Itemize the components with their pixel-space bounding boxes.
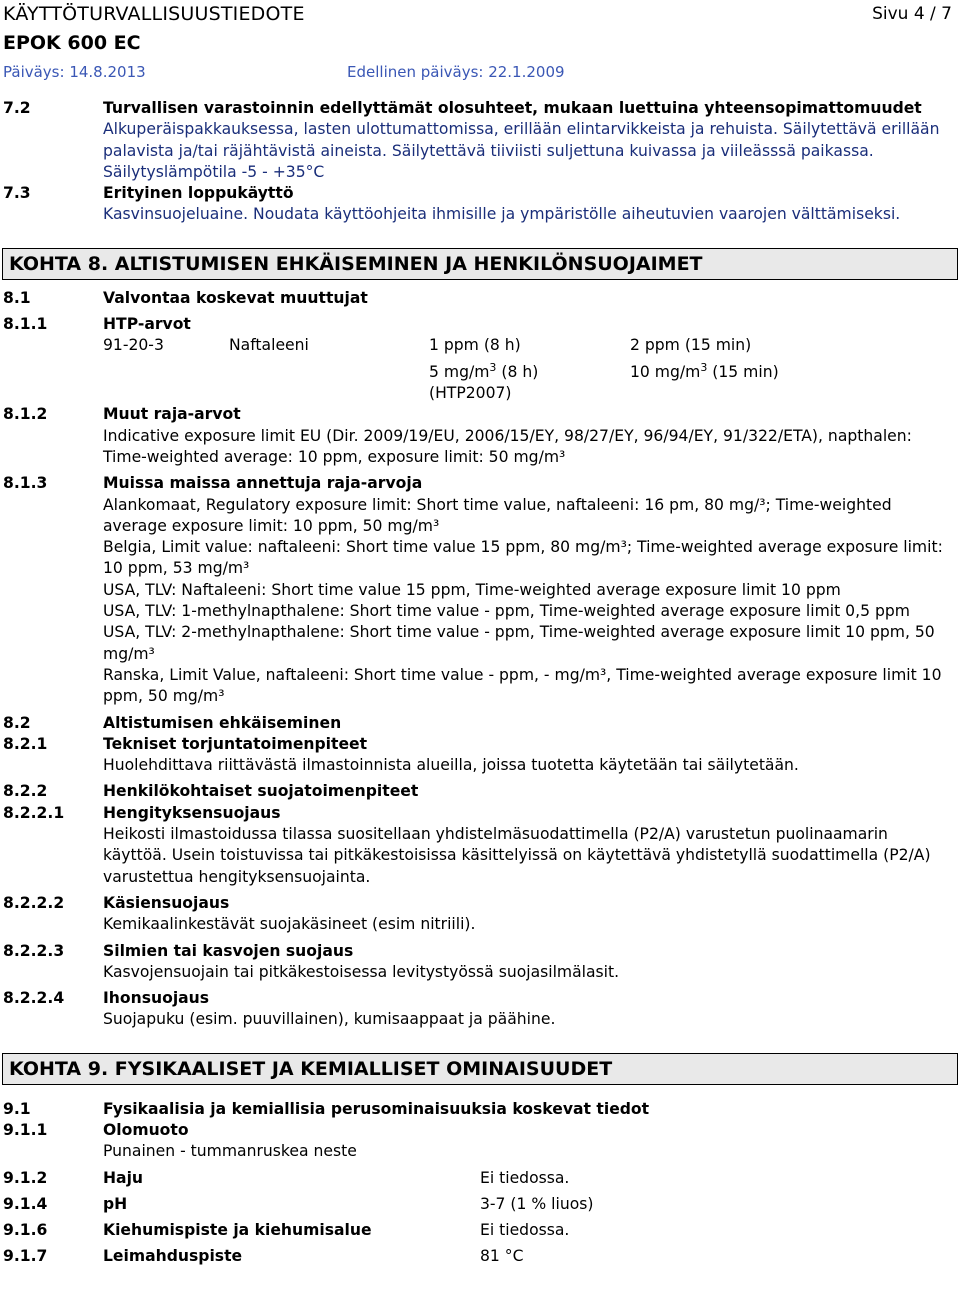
previous-date: Edellinen päiväys: 22.1.2009 <box>347 63 565 81</box>
property-value: 81 °C <box>480 1247 524 1266</box>
section-8-1-1 <box>0 314 960 403</box>
limit-line: USA, TLV: 2-methylnapthalene: Short time value - ppm, Time-weighted average exposure limit 10 ppm, 50 mg/m³ <box>103 623 935 663</box>
document-body <box>0 98 960 1268</box>
section-text: Kasvojensuojain tai pitkäkestoisessa levitystyössä suojasilmälasit. <box>103 962 620 981</box>
section-number: 9.1.6 <box>3 1221 48 1240</box>
section-text: Kasvinsuojeluaine. Noudata käyttöohjeita ihmisille ja ympäristölle aiheutuvien vaarojen välttämiseksi. <box>103 205 901 224</box>
section-number: 9.1.7 <box>3 1247 48 1266</box>
section-number: 8.1.2 <box>3 405 48 424</box>
htp-values-table <box>103 335 956 403</box>
section-8-2-2-2 <box>0 893 960 936</box>
section-heading: Muut raja-arvot <box>103 405 241 424</box>
section-8-banner: KOHTA 8. ALTISTUMISEN EHKÄISEMINEN JA HENKILÖNSUOJAIMET <box>2 248 958 280</box>
section-8-2-2-4 <box>0 988 960 1031</box>
section-8-2-1 <box>0 734 960 777</box>
limit-line: Ranska, Limit Value, naftaleeni: Short time value - ppm, - mg/m³, Time-weighted average exposure limit 10 ppm, 50 mg/m³ <box>103 665 942 706</box>
section-number: 9.1.1 <box>3 1120 48 1139</box>
limit-line: Alankomaat, Regulatory exposure limit: Short time value, naftaleeni: 16 pm, 80 mg/³; Time-weighted average exposure limit: 10 ppm, 50 mg/m³ <box>103 495 892 535</box>
section-number: 8.2.2.3 <box>3 941 65 960</box>
section-heading: Altistumisen ehkäiseminen <box>103 713 342 732</box>
htp-8h-ppm: 1 ppm (8 h) <box>429 336 521 355</box>
htp-15min-mg: 10 $mg/m^3$ (15 min) <box>630 360 779 381</box>
section-number: 8.1.3 <box>3 474 48 493</box>
section-heading: Turvallisen varastoinnin edellyttämät olosuhteet, mukaan luettuina yhteensopimattomuudet <box>103 99 922 117</box>
htp-15min-values <box>630 335 779 383</box>
limit-line: USA, TLV: 1-methylnapthalene: Short time value - ppm, Time-weighted average exposure limit 0,5 ppm <box>103 602 910 621</box>
substance-name: Naftaleeni <box>229 336 309 355</box>
section-heading: Valvontaa koskevat muuttujat <box>103 288 368 307</box>
section-heading: Ihonsuojaus <box>103 989 210 1008</box>
property-value: Ei tiedossa. <box>480 1168 570 1187</box>
htp-15min-ppm: 2 ppm (15 min) <box>630 336 752 355</box>
section-8-2-2-3 <box>0 941 960 984</box>
limit-line: Belgia, Limit value: naftaleeni: Short time value 15 ppm, 80 mg/m³; Time-weighted average exposure limit: 10 ppm, 53 mg/m³ <box>103 538 943 578</box>
section-9-banner: KOHTA 9. FYSIKAALISET JA KEMIALLISET OMINAISUUDET <box>2 1053 958 1085</box>
section-heading: Erityinen loppukäyttö <box>103 184 294 203</box>
section-8-1-3 <box>0 473 960 707</box>
cas-number: 91-20-3 <box>103 336 164 355</box>
section-number: 9.1 <box>3 1099 31 1118</box>
section-text: Heikosti ilmastoidussa tilassa suositellaan yhdistelmäsuodattimella (P2/A) varustetun puolinaamarin käyttöä. Usein toistuvissa tai pitkäkestoisissa käsittelyissä on käytettävä yhdistetyllä suodattimella (P2/A) varustettua hengityksensuojainta. <box>103 825 931 886</box>
section-number: 8.2.2.1 <box>3 803 65 822</box>
section-heading: Henkilökohtaiset suojatoimenpiteet <box>103 782 419 801</box>
section-9-1-1 <box>0 1120 960 1163</box>
section-heading: HTP-arvot <box>103 315 191 334</box>
section-number: 8.2 <box>3 713 31 732</box>
section-8-1-2 <box>0 404 960 468</box>
section-heading: Muissa maissa annettuja raja-arvoja <box>103 474 423 493</box>
htp-reference: (HTP2007) <box>429 384 512 403</box>
section-9-1-6 <box>0 1220 960 1241</box>
section-7-3 <box>0 183 960 226</box>
htp-8h-mg: 5 $mg/m^3$ (8 h) <box>429 360 539 381</box>
page-header <box>0 0 960 84</box>
htp-8h-values <box>429 335 538 404</box>
page-number: Sivu 4 / 7 <box>872 4 952 24</box>
section-number: 9.1.4 <box>3 1194 48 1213</box>
section-number: 8.2.2 <box>3 782 48 801</box>
section-heading: pH <box>103 1194 128 1213</box>
section-text: Punainen - tummanruskea neste <box>103 1142 357 1161</box>
section-text: Kemikaalinkestävät suojakäsineet (esim nitriili). <box>103 915 476 934</box>
section-number: 8.1.1 <box>3 315 48 334</box>
section-8-2-2 <box>0 781 960 802</box>
section-8-2 <box>0 713 960 734</box>
section-number: 7.3 <box>3 184 31 203</box>
section-heading: Tekniset torjuntatoimenpiteet <box>103 734 368 753</box>
section-text: Alkuperäispakkauksessa, lasten ulottumattomissa, erillään elintarvikkeista ja rehuista. Säilytettävä erillään palavista ja/tai räjähtävistä aineista. Säilytettävä tiiviisti suljettuna kuivassa ja viileässsä paikassa. Säilytyslämpötila -5 - +35°C <box>103 120 940 181</box>
product-name: EPOK 600 EC <box>3 32 141 54</box>
section-heading: Käsiensuojaus <box>103 893 230 912</box>
section-heading: Olomuoto <box>103 1120 189 1139</box>
section-heading: Haju <box>103 1168 144 1187</box>
section-heading: Leimahduspiste <box>103 1247 243 1266</box>
section-8-1 <box>0 288 960 309</box>
property-value: 3-7 (1 % liuos) <box>480 1194 594 1213</box>
section-number: 8.1 <box>3 288 31 307</box>
property-value: Ei tiedossa. <box>480 1221 570 1240</box>
section-heading: Fysikaalisia ja kemiallisia perusominaisuuksia koskevat tiedot <box>103 1099 650 1118</box>
section-text: Huolehdittava riittävästä ilmastoinnista alueilla, joissa tuotetta käytetään tai säilytetään. <box>103 756 799 775</box>
section-7-2 <box>0 98 960 183</box>
section-number: 8.2.2.2 <box>3 893 65 912</box>
section-heading: Silmien tai kasvojen suojaus <box>103 941 354 960</box>
document-title: KÄYTTÖTURVALLISUUSTIEDOTE <box>3 3 305 25</box>
section-9-1-7 <box>0 1246 960 1267</box>
section-9-1-2 <box>0 1168 960 1189</box>
section-number: 9.1.2 <box>3 1168 48 1187</box>
section-heading: Hengityksensuojaus <box>103 803 281 822</box>
limit-line: USA, TLV: Naftaleeni: Short time value 15 ppm, Time-weighted average exposure limit 10 ppm <box>103 580 841 599</box>
section-9-1 <box>0 1099 960 1120</box>
section-8-2-2-1 <box>0 803 960 888</box>
section-text: Indicative exposure limit EU (Dir. 2009/19/EU, 2006/15/EY, 98/27/EY, 96/94/EY, 91/322/ETA), napthalen: Time-weighted average: 10 ppm, exposure limit: 50 mg/m³ <box>103 426 912 466</box>
issue-date: Päiväys: 14.8.2013 <box>3 63 146 81</box>
section-number: 8.2.1 <box>3 734 48 753</box>
section-number: 7.2 <box>3 99 31 117</box>
section-number: 8.2.2.4 <box>3 989 65 1008</box>
section-text: Suojapuku (esim. puuvillainen), kumisaappaat ja päähine. <box>103 1010 556 1029</box>
section-heading: Kiehumispiste ja kiehumisalue <box>103 1221 372 1240</box>
section-9-1-4 <box>0 1194 960 1215</box>
